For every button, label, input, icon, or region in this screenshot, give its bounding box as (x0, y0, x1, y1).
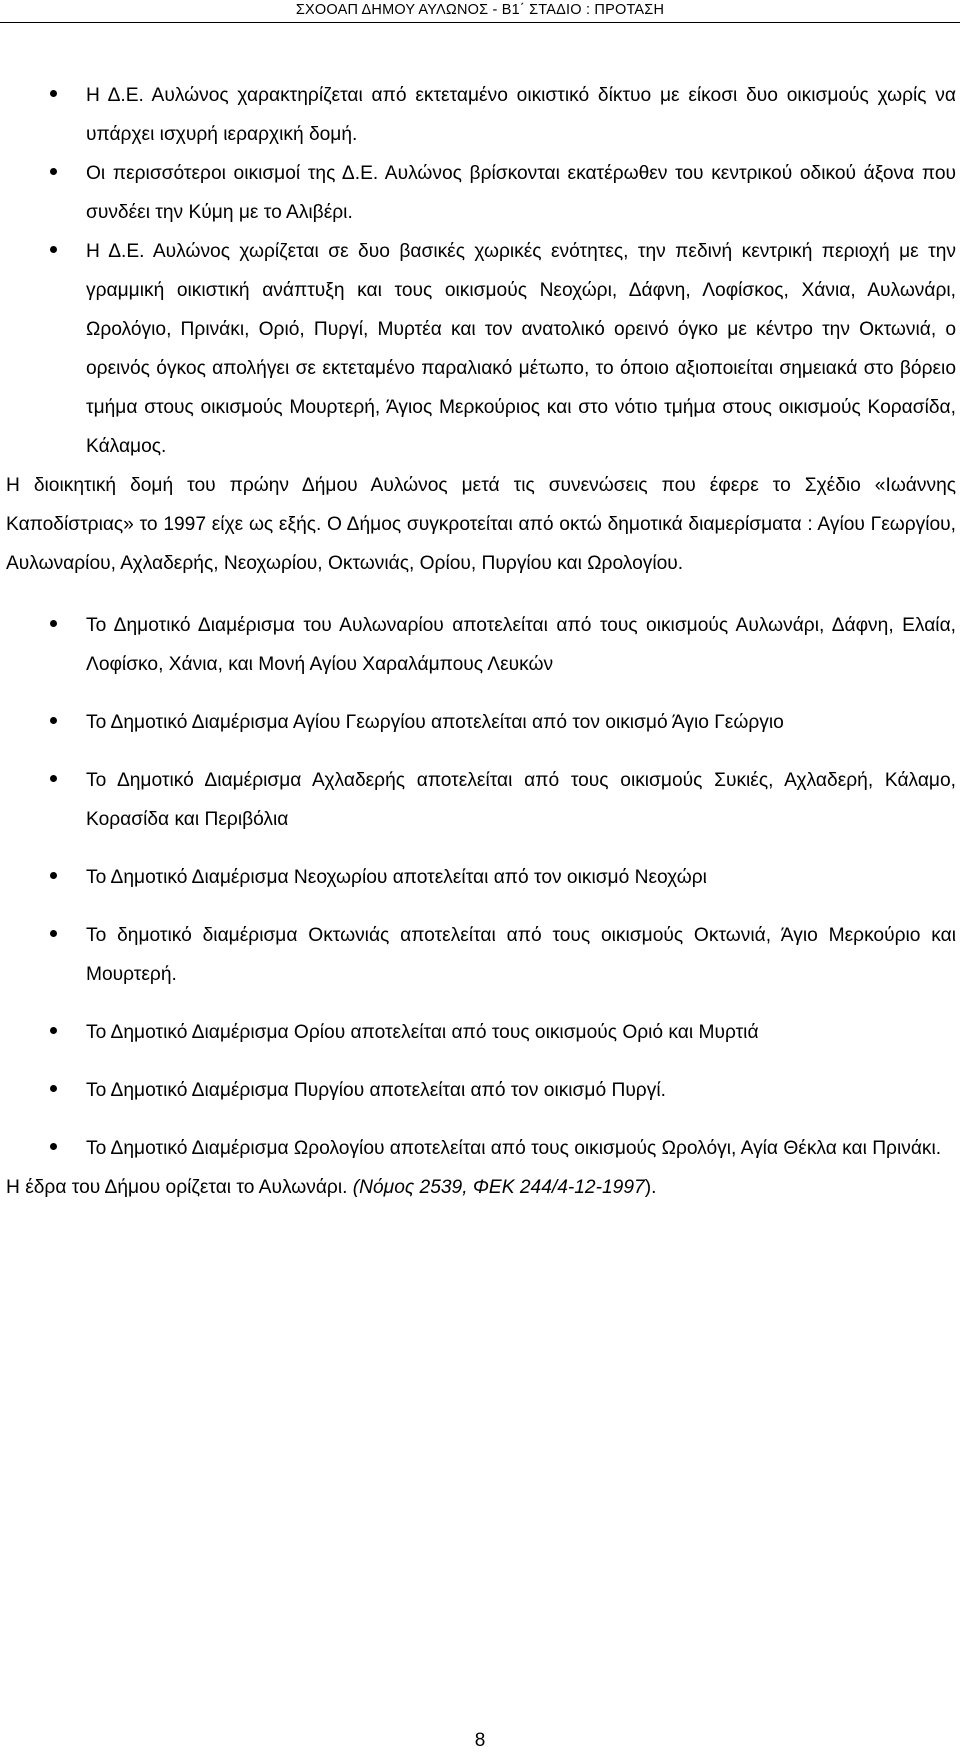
list-item (6, 916, 956, 994)
list-item (6, 858, 956, 897)
list-item (6, 1129, 956, 1168)
list-item (6, 154, 956, 232)
list-item (6, 761, 956, 839)
overview-bullet-list (6, 76, 956, 466)
bullet-text: Το Δημοτικό Διαμέρισμα Ωρολογίου αποτελείται από τους οικισμούς Ωρολόγι, Αγία Θέκλα και Πρινάκι. (86, 1138, 942, 1159)
districts-bullet-list (6, 606, 956, 1168)
list-item (6, 606, 956, 684)
page-header (0, 0, 960, 23)
list-item (6, 703, 956, 742)
bullet-text: Το Δημοτικό Διαμέρισμα Αχλαδερής αποτελείται από τους οικισμούς Συκιές, Αχλαδερή, Κάλαμο, Κορασίδα και Περιβόλια (86, 770, 956, 830)
document-body (6, 76, 956, 1207)
bullet-text: Οι περισσότεροι οικισμοί της Δ.Ε. Αυλώνος βρίσκονται εκατέρωθεν του κεντρικού οδικού άξονα που συνδέει την Κύμη με το Αλιβέρι. (86, 163, 956, 223)
administrative-structure-paragraph: Η διοικητική δομή του πρώην Δήμου Αυλώνος μετά τις συνενώσεις που έφερε το Σχέδιο «Ιωάννης Καποδίστριας» το 1997 είχε ως εξής. Ο Δήμος συγκροτείται από οκτώ δημοτικά διαμερίσματα : Αγίου Γεωργίου, Αυλωναρίου, Αχλαδερής, Νεοχωρίου, Οκτωνιάς, Ορίου, Πυργίου και Ωρολογίου. (6, 475, 956, 574)
bullet-text: Η Δ.Ε. Αυλώνος χωρίζεται σε δυο βασικές χωρικές ενότητες, την πεδινή κεντρική περιοχή με την γραμμική οικιστική ανάπτυξη και τους οικισμούς Νεοχώρι, Δάφνη, Λοφίσκος, Χάνια, Αυλωνάρι, Ωρολόγιο, Πρινάκι, Οριό, Πυργί, Μυρτέα και τον ανατολικό ορεινό όγκο με κέντρο την Οκτωνιά, ο ορεινός όγκος απολήγει σε εκτεταμένο παραλιακό μέτωπο, το όποιο αξιοποιείται σημειακά στο βόρειο τμήμα στους οικισμούς Μουρτερή, Άγιος Μερκούριος και στο νότιο τμήμα στους οικισμούς Κορασίδα, Κάλαμος. (86, 241, 956, 457)
bullet-text: Το δημοτικό διαμέρισμα Οκτωνιάς αποτελείται από τους οικισμούς Οκτωνιά, Άγιο Μερκούριο και Μουρτερή. (86, 925, 956, 985)
law-reference: (Νόμος 2539, ΦΕΚ 244/4-12-1997 (352, 1177, 645, 1198)
list-item (6, 232, 956, 466)
bullet-text: Η Δ.Ε. Αυλώνος χαρακτηρίζεται από εκτεταμένο οικιστικό δίκτυο με είκοσι δυο οικισμούς χωρίς να υπάρχει ισχυρή ιεραρχική δομή. (86, 85, 956, 145)
list-item (6, 76, 956, 154)
bullet-text: Το Δημοτικό Διαμέρισμα Πυργίου αποτελείται από τον οικισμό Πυργί. (86, 1080, 666, 1101)
page-number: 8 (474, 1730, 486, 1751)
bullet-text: Το Δημοτικό Διαμέρισμα Αγίου Γεωργίου αποτελείται από τον οικισμό Άγιο Γεώργιο (86, 712, 784, 733)
bullet-text: Το Δημοτικό Διαμέρισμα Νεοχωρίου αποτελείται από τον οικισμό Νεοχώρι (86, 867, 707, 888)
seat-text: Η έδρα του Δήμου ορίζεται το Αυλωνάρι. (6, 1177, 353, 1198)
bullet-text: Το Δημοτικό Διαμέρισμα Ορίου αποτελείται από τους οικισμούς Οριό και Μυρτιά (86, 1022, 759, 1043)
list-item (6, 1071, 956, 1110)
list-item (6, 1013, 956, 1052)
bullet-text: Το Δημοτικό Διαμέρισμα του Αυλωναρίου αποτελείται από τους οικισμούς Αυλωνάρι, Δάφνη, Ελαία, Λοφίσκο, Χάνια, και Μονή Αγίου Χαραλάμπους Λευκών (86, 615, 956, 675)
seat-closing: ). (644, 1177, 657, 1198)
municipal-seat-statement (6, 1168, 956, 1207)
header-title: ΣΧΟΟΑΠ ΔΗΜΟΥ ΑΥΛΩΝΟΣ - Β1΄ ΣΤΑΔΙΟ : ΠΡΟΤΑΣΗ (295, 2, 665, 18)
